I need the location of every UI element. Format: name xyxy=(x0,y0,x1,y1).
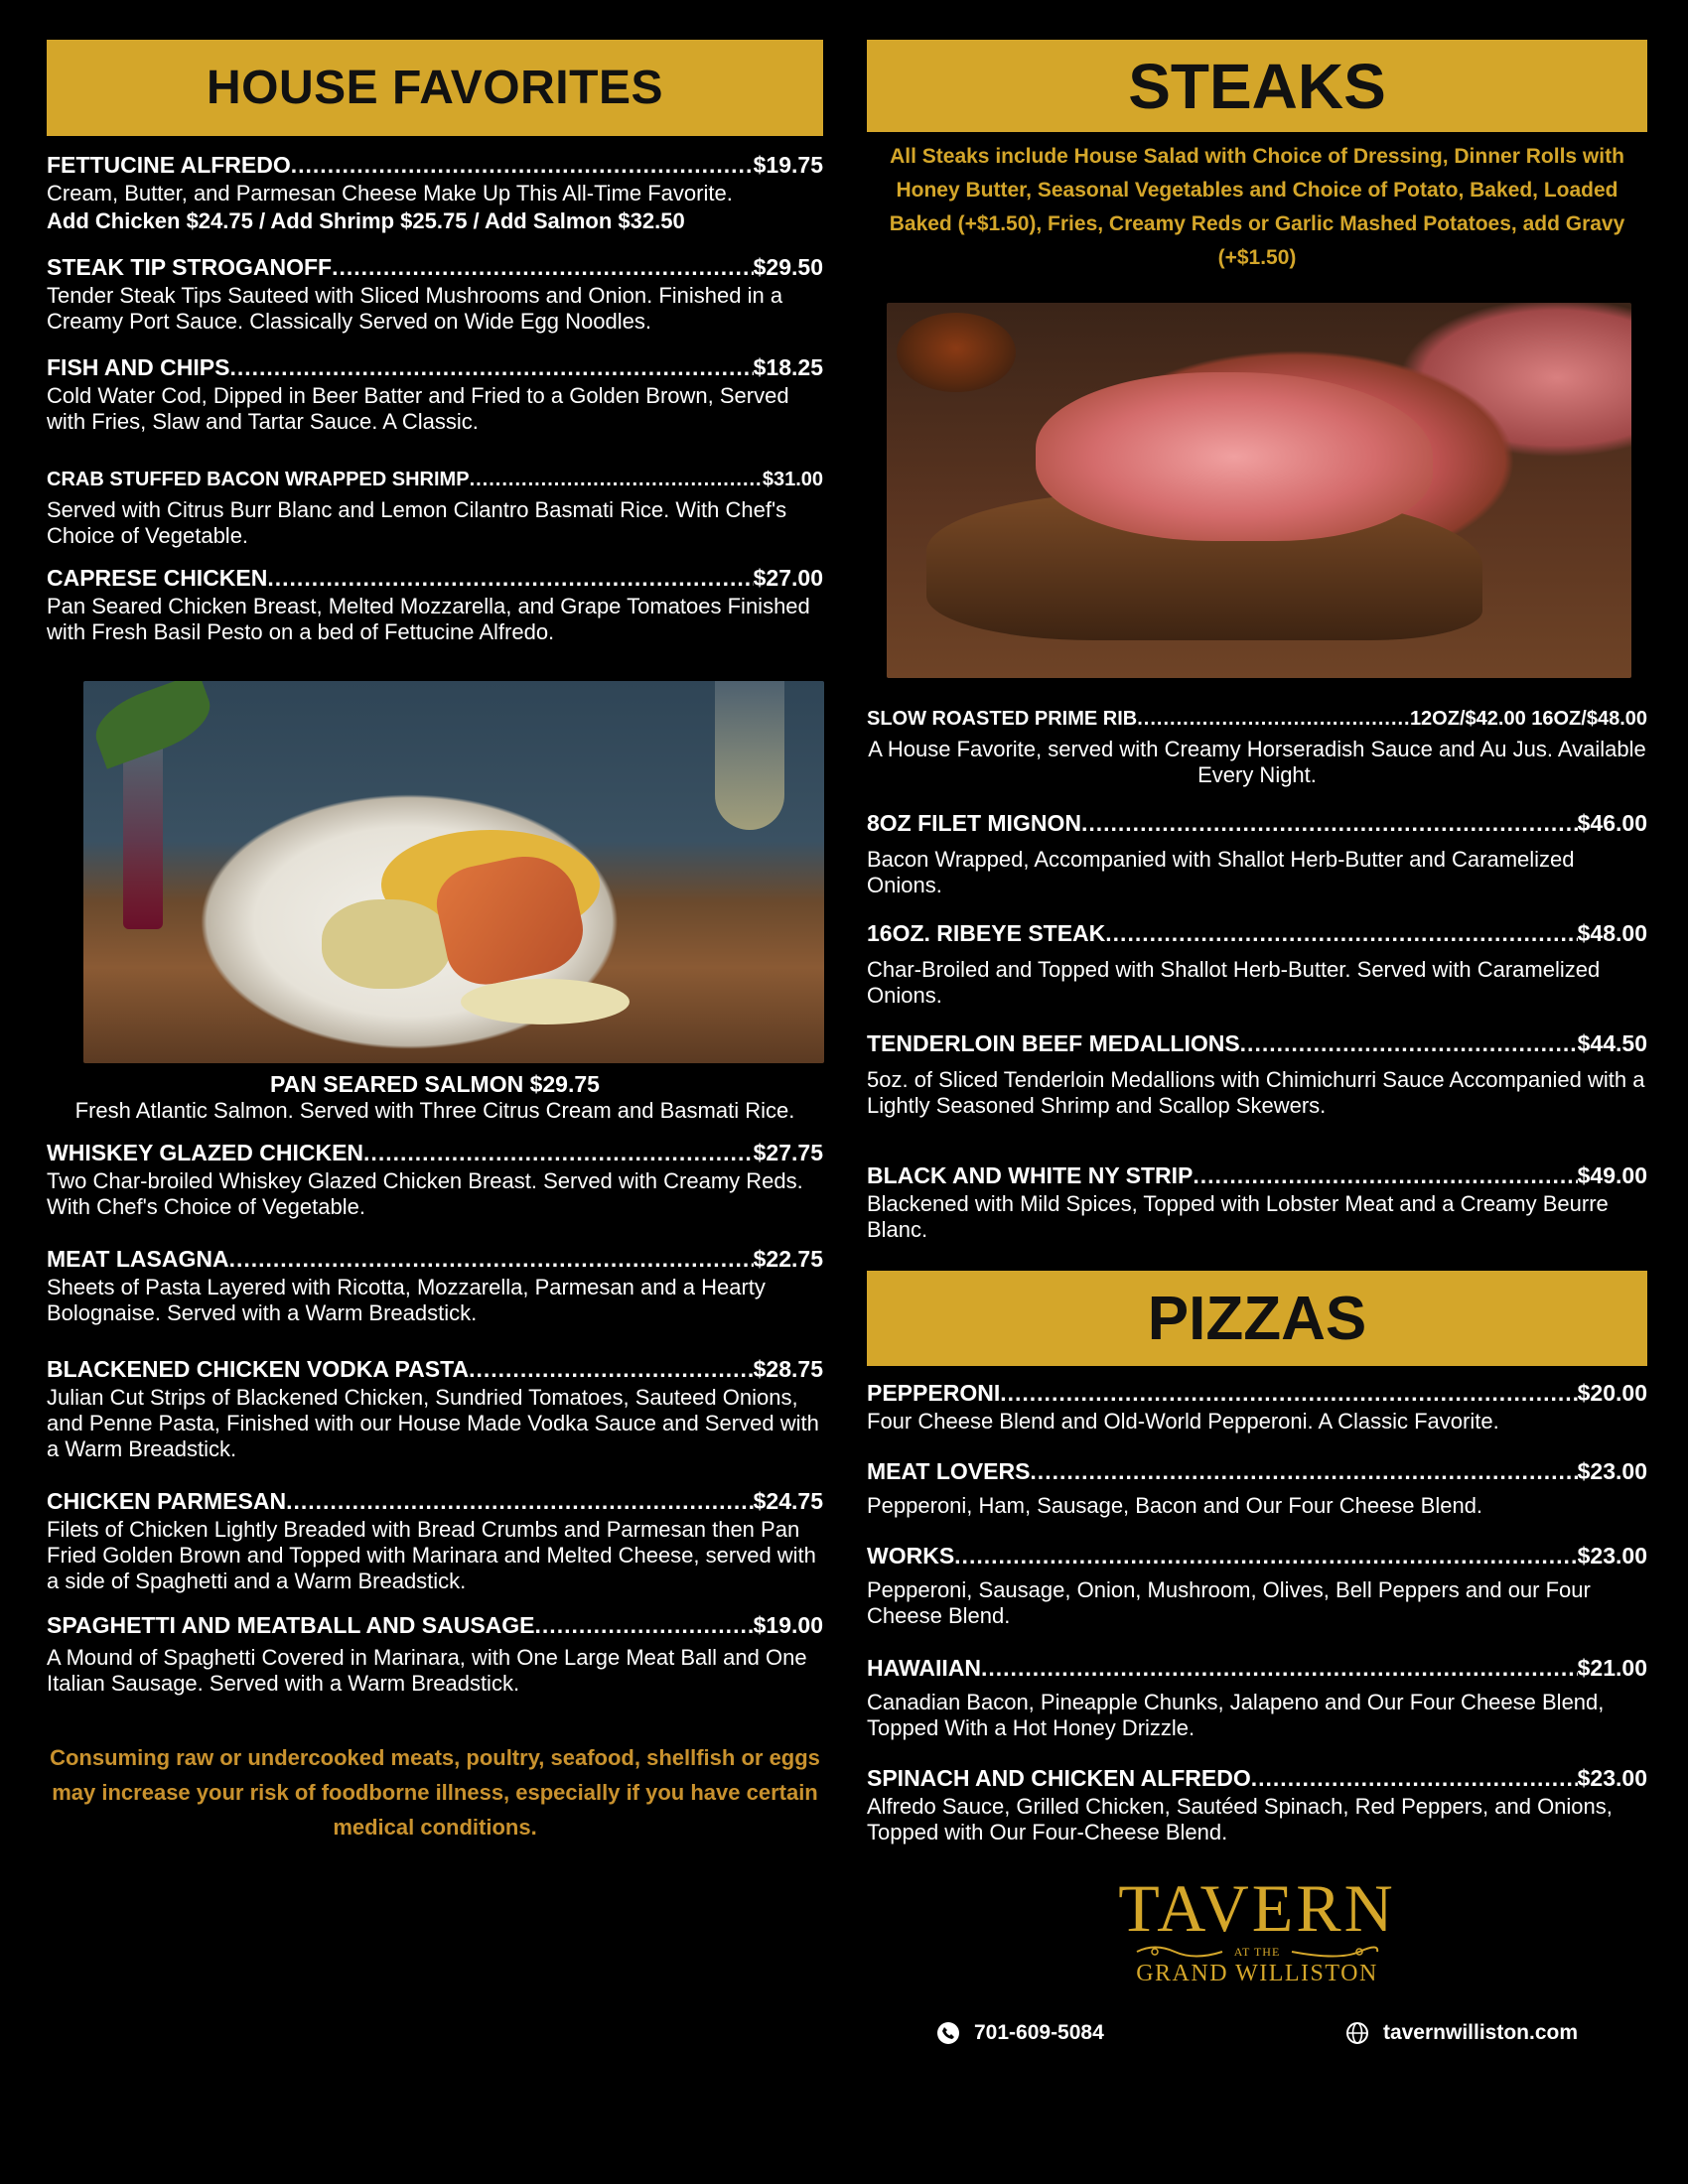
item-price: $44.50 xyxy=(1577,1030,1647,1056)
item-price: $27.75 xyxy=(753,1140,823,1165)
prime-rib-photo xyxy=(887,303,1631,678)
item-description: Sheets of Pasta Layered with Ricotta, Mozzarella, Parmesan and a Hearty Bolognaise. Served with a Warm Breadstick. xyxy=(47,1275,766,1325)
item-price: $22.75 xyxy=(753,1246,823,1272)
item-description: Pan Seared Chicken Breast, Melted Mozzarella, and Grape Tomatoes Finished with Fresh Basil Pesto on a bed of Fettucine Alfredo. xyxy=(47,594,810,644)
item-name: BLACK AND WHITE NY STRIP xyxy=(867,1162,1194,1188)
menu-item xyxy=(47,1246,823,1326)
item-description: Pepperoni, Sausage, Onion, Mushroom, Olives, Bell Peppers and our Four Cheese Blend. xyxy=(867,1577,1591,1628)
featured-item xyxy=(47,1071,823,1124)
item-price: $24.75 xyxy=(753,1488,823,1514)
globe-icon xyxy=(1345,2021,1369,2045)
menu-item xyxy=(867,1030,1647,1119)
phone-icon xyxy=(936,2021,960,2045)
item-price: $20.00 xyxy=(1577,1380,1647,1406)
menu-item xyxy=(47,469,823,549)
website-link[interactable]: tavernwilliston.com xyxy=(1382,2021,1578,2044)
item-description: Four Cheese Blend and Old-World Pepperoni. A Classic Favorite. xyxy=(867,1409,1499,1433)
item-description: Served with Citrus Burr Blanc and Lemon Cilantro Basmati Rice. With Chef's Choice of Vegetable. xyxy=(47,497,787,548)
menu-item xyxy=(47,254,823,335)
menu-item xyxy=(867,1655,1647,1741)
item-price: $23.00 xyxy=(1577,1765,1647,1791)
menu-item xyxy=(867,1458,1647,1519)
item-price: $19.75 xyxy=(753,152,823,178)
item-price: 12OZ/$42.00 16OZ/$48.00 xyxy=(1409,708,1647,730)
item-price: $27.00 xyxy=(753,565,823,591)
menu-item xyxy=(867,920,1647,1009)
item-price: $46.00 xyxy=(1577,810,1647,836)
item-description: Julian Cut Strips of Blackened Chicken, Sundried Tomatoes, Sauteed Onions, and Penne Pasta, Finished with our House Made Vodka Sauce and Served with a Warm Breadstick. xyxy=(47,1385,819,1461)
item-name: FISH AND CHIPS xyxy=(47,354,230,380)
pizzas-banner: PIZZAS xyxy=(867,1271,1647,1366)
featured-item-description: Fresh Atlantic Salmon. Served with Three Citrus Cream and Basmati Rice. xyxy=(74,1098,795,1123)
item-name: WORKS xyxy=(867,1543,955,1569)
item-description: Blackened with Mild Spices, Topped with Lobster Meat and a Creamy Beurre Blanc. xyxy=(867,1191,1609,1242)
house-favorites-list-top xyxy=(47,152,823,645)
menu-item xyxy=(47,1356,823,1462)
logo-at-the: AT THE xyxy=(1233,1944,1281,1959)
item-name: CHICKEN PARMESAN xyxy=(47,1488,287,1514)
item-description: A Mound of Spaghetti Covered in Marinara, with One Large Meat Ball and One Italian Sausage. Served with a Warm Breadstick. xyxy=(47,1645,807,1696)
item-name: TENDERLOIN BEEF MEDALLIONS xyxy=(867,1030,1240,1056)
steaks-intro: All Steaks include House Salad with Choice of Dressing, Dinner Rolls with Honey Butter, Seasonal Vegetables and Choice of Potato, Baked, Loaded Baked (+$1.50), Fries, Creamy Reds or Garlic Mashed Potatoes, add Gravy (+$1.50) xyxy=(889,145,1625,269)
item-description: Two Char-broiled Whiskey Glazed Chicken Breast. Served with Creamy Reds. With Chef's Choice of Vegetable. xyxy=(47,1168,803,1219)
left-flourish-icon xyxy=(1135,1943,1224,1961)
menu-item xyxy=(47,354,823,435)
menu-item xyxy=(47,1488,823,1594)
item-name: WHISKEY GLAZED CHICKEN xyxy=(47,1140,364,1165)
right-flourish-icon xyxy=(1290,1943,1379,1961)
item-price: $28.75 xyxy=(753,1356,823,1382)
logo-subtitle: GRAND WILLISTON xyxy=(1136,1961,1378,1986)
house-favorites-banner: HOUSE FAVORITES xyxy=(47,40,823,136)
item-description: Pepperoni, Ham, Sausage, Bacon and Our Four Cheese Blend. xyxy=(867,1493,1483,1518)
featured-item-title: PAN SEARED SALMON $29.75 xyxy=(270,1071,600,1097)
item-name: FETTUCINE ALFREDO xyxy=(47,152,291,178)
item-price: $29.50 xyxy=(753,254,823,280)
item-name: SPINACH AND CHICKEN ALFREDO xyxy=(867,1765,1251,1791)
item-price: $49.00 xyxy=(1577,1162,1647,1188)
menu-item xyxy=(867,1765,1647,1845)
item-name: STEAK TIP STROGANOFF xyxy=(47,254,333,280)
item-name: 8OZ FILET MIGNON xyxy=(867,810,1081,836)
menu-item xyxy=(867,810,1647,898)
item-price: $18.25 xyxy=(753,354,823,380)
food-safety-warning: Consuming raw or undercooked meats, poultry, seafood, shellfish or eggs may increase your risk of foodborne illness, especially if you have certain medical conditions. xyxy=(50,1745,820,1840)
item-description: Filets of Chicken Lightly Breaded with Bread Crumbs and Parmesan then Pan Fried Golden Brown and Topped with Marinara and Melted Cheese, served with a side of Spaghetti and a Warm Breadstick. xyxy=(47,1517,816,1593)
steaks-pizzas-column xyxy=(867,40,1647,2045)
item-price: $19.00 xyxy=(753,1612,823,1638)
item-price: $23.00 xyxy=(1577,1543,1647,1569)
item-name: SPAGHETTI AND MEATBALL AND SAUSAGE xyxy=(47,1612,535,1638)
item-name: PEPPERONI xyxy=(867,1380,1001,1406)
tavern-logo xyxy=(867,1870,1647,1987)
menu-item xyxy=(867,1162,1647,1243)
item-price: $21.00 xyxy=(1577,1655,1647,1681)
contact-info xyxy=(936,2021,1578,2045)
item-name: HAWAIIAN xyxy=(867,1655,981,1681)
menu-item xyxy=(867,1380,1647,1434)
house-favorites-column xyxy=(47,40,823,1844)
item-name: BLACKENED CHICKEN VODKA PASTA xyxy=(47,1356,470,1382)
item-description: Char-Broiled and Topped with Shallot Herb-Butter. Served with Caramelized Onions. xyxy=(867,957,1601,1008)
item-name: SLOW ROASTED PRIME RIB xyxy=(867,708,1138,730)
logo-wordmark: TAVERN xyxy=(1118,1870,1396,1946)
salmon-photo xyxy=(83,681,824,1063)
house-favorites-list-bottom xyxy=(47,1140,823,1697)
item-description: 5oz. of Sliced Tenderloin Medallions with Chimichurri Sauce Accompanied with a Lightly Seasoned Shrimp and Scallop Skewers. xyxy=(867,1067,1645,1118)
item-description: Tender Steak Tips Sauteed with Sliced Mushrooms and Onion. Finished in a Creamy Port Sauce. Classically Served on Wide Egg Noodles. xyxy=(47,283,783,334)
menu-item xyxy=(47,1612,823,1697)
menu-item xyxy=(47,565,823,645)
item-description: Canadian Bacon, Pineapple Chunks, Jalapeno and Our Four Cheese Blend, Topped With a Hot Honey Drizzle. xyxy=(867,1690,1605,1740)
menu-item xyxy=(47,1140,823,1220)
item-name: 16OZ. RIBEYE STEAK xyxy=(867,920,1106,946)
item-price: $31.00 xyxy=(762,469,823,490)
item-price: $23.00 xyxy=(1577,1458,1647,1484)
menu-item xyxy=(867,1543,1647,1629)
item-name: CRAB STUFFED BACON WRAPPED SHRIMP xyxy=(47,469,470,490)
item-description: Cream, Butter, and Parmesan Cheese Make Up This All-Time Favorite. xyxy=(47,181,733,205)
item-description: Bacon Wrapped, Accompanied with Shallot Herb-Butter and Caramelized Onions. xyxy=(867,847,1575,897)
phone-number[interactable]: 701-609-5084 xyxy=(974,2021,1104,2044)
item-description: Cold Water Cod, Dipped in Beer Batter and Fried to a Golden Brown, Served with Fries, Slaw and Tartar Sauce. A Classic. xyxy=(47,383,789,434)
item-name: CAPRESE CHICKEN xyxy=(47,565,268,591)
item-price: $48.00 xyxy=(1577,920,1647,946)
item-addons: Add Chicken $24.75 / Add Shrimp $25.75 / Add Salmon $32.50 xyxy=(47,208,685,233)
item-description: A House Favorite, served with Creamy Horseradish Sauce and Au Jus. Available Every Night. xyxy=(868,737,1646,787)
menu-item xyxy=(867,708,1647,788)
steaks-banner: STEAKS xyxy=(867,40,1647,132)
item-name: MEAT LOVERS xyxy=(867,1458,1031,1484)
item-description: Alfredo Sauce, Grilled Chicken, Sautéed Spinach, Red Peppers, and Onions, Topped with Our Four-Cheese Blend. xyxy=(867,1794,1613,1844)
menu-item xyxy=(47,152,823,234)
item-name: MEAT LASAGNA xyxy=(47,1246,229,1272)
